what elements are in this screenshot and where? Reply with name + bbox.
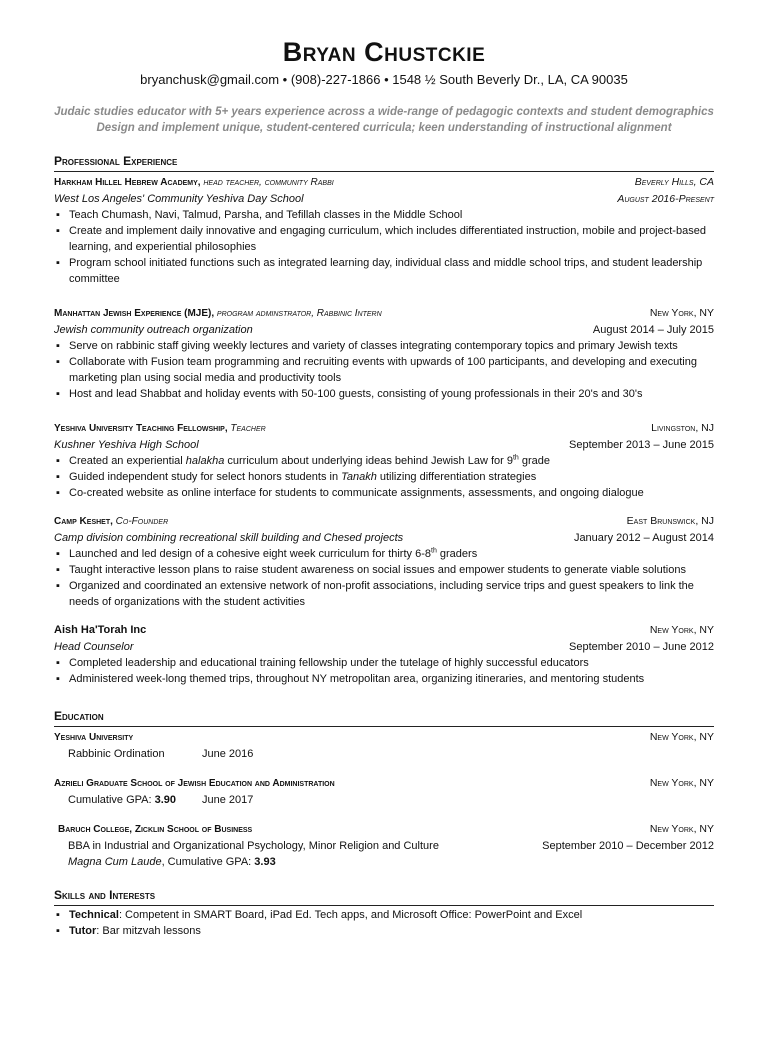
job-location: Livingston, NJ	[651, 422, 714, 434]
job-bullet: ▪ Created an experiential halakha curriculum about underlying ideas behind Jewish Law for 9th grade	[69, 453, 714, 469]
job-bullet: ▪ Organized and coordinated an extensive network of non-profit associations, including service trips and guest speakers to link the needs of organizations with the student activities	[69, 578, 714, 610]
gpa-label: , Cumulative GPA:	[161, 856, 255, 868]
gpa-line	[68, 792, 202, 808]
job-heading	[54, 420, 266, 437]
job-dates: August 2014 – July 2015	[592, 324, 714, 336]
job-bullet: ▪ Administered week-long themed trips, throughout NY metropolitan area, organizing itineraries, and mentoring students	[69, 671, 714, 687]
job-bullet: ▪ Completed leadership and educational training fellowship under the tutelage of highly successful educators	[69, 655, 714, 671]
job-entry	[54, 305, 714, 402]
job-bullet: ▪ Launched and led design of a cohesive eight week curriculum for thirty 6-8th graders	[69, 546, 714, 562]
education-entry-azrieli	[54, 775, 714, 808]
honors-line	[68, 854, 276, 870]
school-location: New York, NY	[649, 777, 714, 789]
gpa-value: 3.90	[154, 794, 177, 806]
degree: Rabbinic Ordination	[68, 748, 165, 760]
job-subtitle: Jewish community outreach organization	[54, 324, 253, 336]
section-title-education: Education	[54, 709, 714, 727]
job-entry	[54, 420, 714, 501]
skill-label: Technical	[69, 909, 119, 921]
job-bullet: ▪ Collaborate with Fusion team programming and recruiting events with upwards of 100 participants, and developing and executing marketing plan using social media and productivity tools	[69, 354, 714, 386]
summary-line-1: Judaic studies educator with 5+ years experience across a wide-range of pedagogic contexts and student demographics	[54, 106, 714, 118]
job-heading	[54, 622, 146, 639]
section-title-skills: Skills and Interests	[54, 888, 714, 906]
emphasis-term: Tanakh	[341, 471, 377, 483]
employer-name: Manhattan Jewish Experience (MJE),	[54, 308, 215, 319]
employer-name: Harkham Hillel Hebrew Academy,	[54, 177, 201, 188]
job-location: East Brunswick, NJ	[626, 515, 714, 527]
section-title-experience: Professional Experience	[54, 154, 714, 172]
job-heading	[54, 513, 168, 530]
job-subtitle: Camp division combining recreational skill building and Chesed projects	[54, 532, 404, 544]
gpa-label: Cumulative GPA:	[68, 794, 155, 806]
job-bullets	[54, 546, 714, 610]
ordinal-suffix: th	[512, 454, 519, 462]
skill-text: : Bar mitzvah lessons	[96, 925, 201, 937]
job-role: program adminstrator, Rabbinic Intern	[214, 308, 382, 319]
job-bullet: ▪ Create and implement daily innovative and engaging curriculum, which includes differentiated instruction, mobile and project-based learning, and experiential philosophies	[69, 223, 714, 255]
job-bullet: ▪ Guided independent study for select honors students in Tanakh utilizing differentiation strategies	[69, 469, 714, 485]
skill-label: Tutor	[69, 925, 97, 937]
job-bullet: ▪ Host and lead Shabbat and holiday events with 50-100 guests, consisting of young professionals in their 20's and 30's	[69, 386, 714, 402]
contact-line: bryanchusk@gmail.com • (908)-227-1866 • 1548 ½ South Beverly Dr., LA, CA 90035	[140, 72, 628, 87]
job-bullet: ▪ Teach Chumash, Navi, Talmud, Parsha, and Tefillah classes in the Middle School	[69, 207, 714, 223]
employer-name: Aish Ha'Torah Inc	[54, 624, 147, 636]
employer-name: Camp Keshet,	[54, 516, 113, 527]
school-name: Baruch College, Zicklin School of Business	[58, 824, 253, 835]
education-entry-baruch	[54, 821, 714, 870]
job-bullets	[54, 655, 714, 687]
summary-line-2: Design and implement unique, student-centered curricula; keen understanding of instructional alignment	[96, 122, 672, 134]
job-role: head teacher, community Rabbi	[200, 177, 334, 188]
skills-list	[54, 907, 714, 939]
job-bullets	[54, 453, 714, 501]
job-subtitle: West Los Angeles' Community Yeshiva Day School	[54, 193, 304, 205]
job-bullet: ▪ Taught interactive lesson plans to raise student awareness on social issues and empower students to generate viable solutions	[69, 562, 714, 578]
skill-item	[69, 923, 714, 939]
school-location: New York, NY	[649, 731, 714, 743]
job-heading	[54, 305, 382, 322]
degree: BBA in Industrial and Organizational Psychology, Minor Religion and Culture	[68, 840, 439, 852]
job-location: Beverly Hills, CA	[634, 176, 714, 188]
job-role: Teacher	[227, 423, 266, 434]
summary	[54, 104, 714, 136]
job-location: New York, NY	[649, 307, 714, 319]
job-entry	[54, 174, 714, 287]
job-dates: August 2016-Present	[617, 193, 714, 205]
job-bullet: ▪ Co-created website as online interface for students to communicate assignments, assessments, and ongoing dialogue	[69, 485, 714, 501]
skill-text: : Competent in SMART Board, iPad Ed. Tech apps, and Microsoft Office: PowerPoint and Excel	[118, 909, 583, 921]
school-name: Yeshiva University	[54, 732, 134, 743]
education-entry-yu	[54, 729, 714, 762]
job-bullets	[54, 338, 714, 402]
job-subtitle: Kushner Yeshiva High School	[54, 439, 199, 451]
honors: Magna Cum Laude	[68, 856, 162, 868]
degree-date: June 2016	[202, 748, 254, 760]
school-name: Azrieli Graduate School of Jewish Education and Administration	[54, 778, 335, 789]
employer-name: Yeshiva University Teaching Fellowship,	[54, 423, 228, 434]
candidate-name: Bryan Chustckie	[282, 37, 486, 67]
job-entry	[54, 513, 714, 610]
degree-dates: September 2010 – December 2012	[542, 840, 714, 852]
degree-date: June 2017	[202, 794, 254, 806]
job-subtitle: Head Counselor	[54, 641, 134, 653]
job-dates: September 2010 – June 2012	[569, 641, 714, 653]
school-location: New York, NY	[649, 823, 714, 835]
job-bullets	[54, 207, 714, 287]
gpa-value: 3.93	[254, 856, 276, 868]
job-location: New York, NY	[649, 624, 714, 636]
experience-list	[54, 174, 714, 687]
job-heading	[54, 174, 334, 191]
job-bullet: ▪ Serve on rabbinic staff giving weekly lectures and variety of classes integrating contemporary topics and primary Jewish texts	[69, 338, 714, 354]
job-bullet: ▪ Program school initiated functions such as integrated learning day, individual class and middle school trips, and student leadership committee	[69, 255, 714, 287]
job-dates: January 2012 – August 2014	[573, 532, 714, 544]
job-entry	[54, 622, 714, 687]
emphasis-term: halakha	[185, 455, 225, 467]
skill-item	[69, 907, 714, 923]
ordinal-suffix: th	[431, 547, 437, 555]
job-role: Co-Founder	[112, 516, 169, 527]
resume-page	[0, 36, 768, 1060]
job-dates: September 2013 – June 2015	[569, 439, 714, 451]
